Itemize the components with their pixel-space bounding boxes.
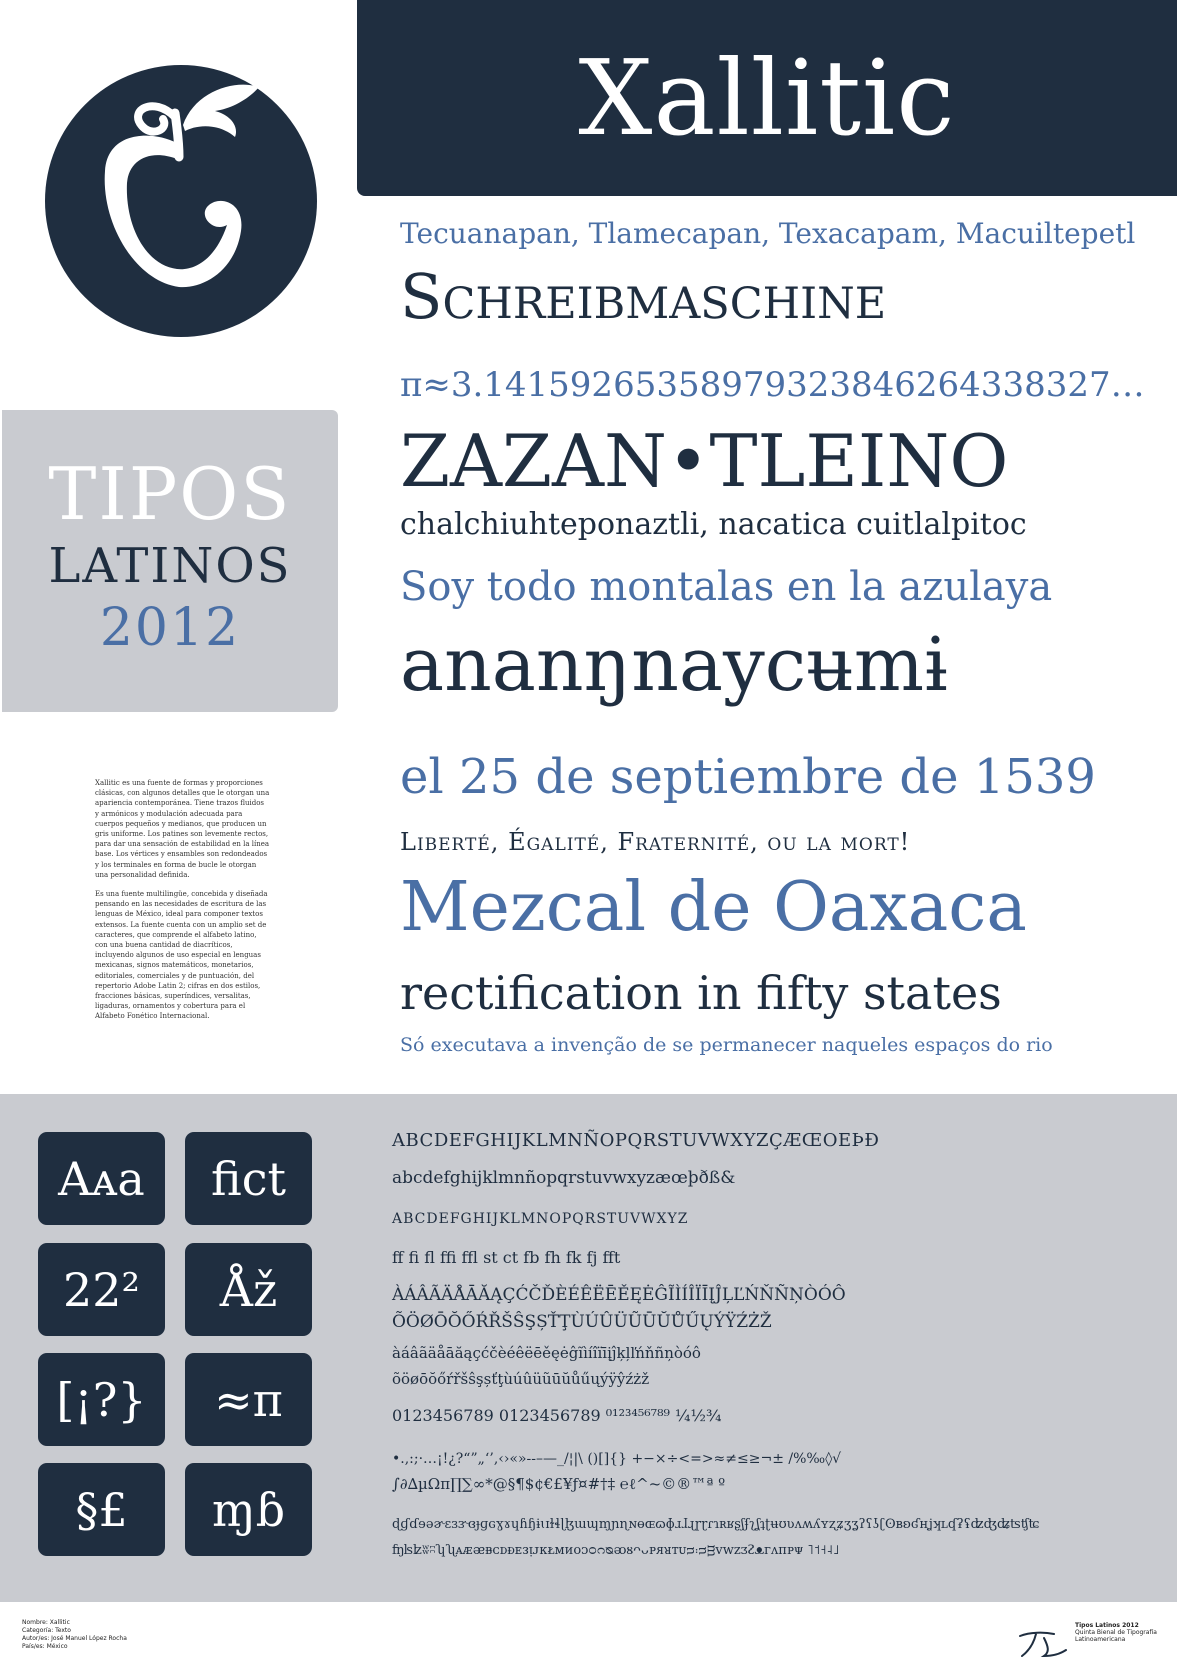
credit-line: Nombre: Xallitic [22, 1619, 70, 1626]
feature-tile: 22² [38, 1243, 165, 1336]
event-info-line: Tipos Latinos 2012 [1075, 1622, 1139, 1629]
event-info-line: Quinta Bienal de Tipografía [1075, 1629, 1157, 1636]
glyph-line: ʩʪʫʬʭʮʯᴀᴁᴂᴃᴄᴅᴆᴇᴈᴉᴊᴋᴌᴍᴎᴏᴐᴑᴒᴓᴔᴕᴖᴗᴘᴙᴚᴛᴜᴝᴞᴟᴠᴡᴢᴣᴤᴥᴦᴧᴨᴩᴪ ˥˦˧˨˩ [392, 1543, 840, 1558]
glyph-panel [0, 1094, 1177, 1602]
specimen-line: rectification in fifty states [400, 966, 1002, 1020]
description-paragraph: Es una fuente multilingüe, concebida y diseñada pensando en las necesidades de escritura de las lenguas de México, ideal para componer textos extensos. La fuente cuenta con un amplio set de caracteres, que comprende el alfabeto latino, con una buena cantidad de diacríticos, incluyendo algunos de uso especial en lenguas mexicanas, signos matemáticos, monetarios, editoriales, comerciales y de puntuación, del repertorio Adobe Latin 2; cifras en dos estilos, fracciones básicas, superíndices, versalitas, ligaduras, ornamentos y cobertura para el Alfabeto Fonético Internacional. [95, 890, 268, 1021]
glyph-line: õöøōŏőŕřšŝşșťţùúûüũūŭůűųýÿŷźżž [392, 1370, 650, 1388]
feature-tile: Aᴀa [38, 1132, 165, 1225]
description-paragraph: Xallitic es una fuente de formas y proporciones clásicas, con algunos detalles que le otorgan una apariencia contemporánea. Tiene trazos fluidos y armónicos y modulación adecuada para cuerpos pequeños y medianos, que producen un gris uniforme. Los patines son levemente rectos, para dar una sensación de estabilidad en la línea base. Los vértices y ensambles son redondeados y los terminales en forma de bucle le otorgan una personalidad definida. [95, 779, 270, 879]
specimen-line: Tecuanapan, Tlamecapan, Texacapam, Macuiltepetl [400, 217, 1136, 250]
specimen-line: ananŋnaycʉmɨ [400, 622, 948, 708]
specimen-line: Mezcal de Oaxaca [400, 868, 1027, 947]
feature-tile: §£ [38, 1463, 165, 1556]
feature-tile: Åž [185, 1243, 312, 1336]
title-banner [357, 0, 1177, 196]
glyph-line: ∫∂∆µΩπ∏∑∞*@§¶$¢€£¥ƒ¤#†‡ ℮ℓ^~©®™ª º [392, 1475, 726, 1493]
feature-tile: ﬁct [185, 1132, 312, 1225]
glyph-line: ÀÁÂÃÄÅĀĂĄÇĆČĎÈÉÊËĒĚĘĖĜĨÌÍÎÏĪĮĴĻĽŃŇÑŅÒÓÔ [392, 1285, 846, 1305]
feature-tile: ≈π [185, 1353, 312, 1446]
specimen-line: chalchiuhteponaztli, nacatica cuitlalpitoc [400, 507, 1027, 542]
glyph-line: ɖɠɗɘəɚɛɜɝɞɟɡɢɣɤɥɦɧɨɩɪɫɬɭɮɯɰɱɲɳɴɵɶɷɸɹɺɻɼɽɾɿʀʁʂʃʄʅʆʇʈʉʊʋʌʍʎʏʐʑʒʓʔʕʖʗʘʙʚʛʜʝʞʟʠʡʢʣʤʥʦʧʨ [392, 1517, 1040, 1532]
specimen-line: Soy todo montalas en la azulaya [400, 564, 1053, 610]
event-line-2: LATINOS [48, 538, 292, 594]
glyph-line: ÕÖØŌŎŐŔŘŠŜŞȘŤŢÙÚÛÜŨŪŬŮŰŲÝŸŹŻŽ [392, 1312, 772, 1332]
event-info-line: Latinoamericana [1075, 1636, 1126, 1643]
glyph-line: ﬀ ﬁ ﬂ ﬃ ﬄ st ct fb fh fk fj fft [392, 1248, 621, 1267]
glyph-line: ABCDEFGHIJKLMNÑOPQRSTUVWXYZÇÆŒOEÞÐ [392, 1130, 880, 1151]
font-name-title: Xallitic [578, 37, 956, 159]
event-line-1: TIPOS [48, 452, 292, 536]
footer [0, 1602, 1177, 1670]
feature-tile: ɱɓ [185, 1463, 312, 1556]
specimen-line: el 25 de septiembre de 1539 [400, 749, 1096, 805]
feature-tile: [¡?} [38, 1353, 165, 1446]
specimen-line: Liberté, Égalité, Fraternité, ou la mort! [400, 828, 911, 856]
glyph-line: abcdefghijklmnñopqrstuvwxyzæœþðß& [392, 1168, 736, 1188]
credit-line: País/es: México [22, 1643, 68, 1650]
specimen-line: Schreibmaschine [400, 260, 887, 333]
glyph-line: 0123456789 0123456789 ⁰¹²³⁴⁵⁶⁷⁸⁹ ¼½¾ [392, 1406, 722, 1425]
specimen-line: ZAZAN•TLEINO [400, 419, 1009, 503]
credit-line: Autor/es: José Manuel López Rocha [22, 1635, 127, 1642]
event-info [1075, 1622, 1157, 1643]
specimen-line: π≈3.14159265358979323846264338327… [400, 365, 1145, 405]
glyph-line: •.,:;·…¡!¿?“”„‘’‚‹›«»‐‑–—_/¦|\ ()[]{} +−×÷<=>≈≠≤≥¬± /%‰◊√ [392, 1451, 842, 1467]
tl-logo-icon [1014, 1628, 1070, 1662]
glyph-line: àáâãäåāăąçćčèéêëēěęėĝĩìíîïīįĵķļľńňñņòóô [392, 1344, 701, 1362]
event-year: 2012 [99, 598, 241, 658]
specimen-line: Só executava a invenção de se permanecer naqueles espaços do rio [400, 1034, 1053, 1056]
credit-line: Categoría: Texto [22, 1627, 71, 1634]
glyph-line: ABCDEFGHIJKLMNOPQRSTUVWXYZ [392, 1211, 689, 1227]
credits [22, 1619, 127, 1651]
